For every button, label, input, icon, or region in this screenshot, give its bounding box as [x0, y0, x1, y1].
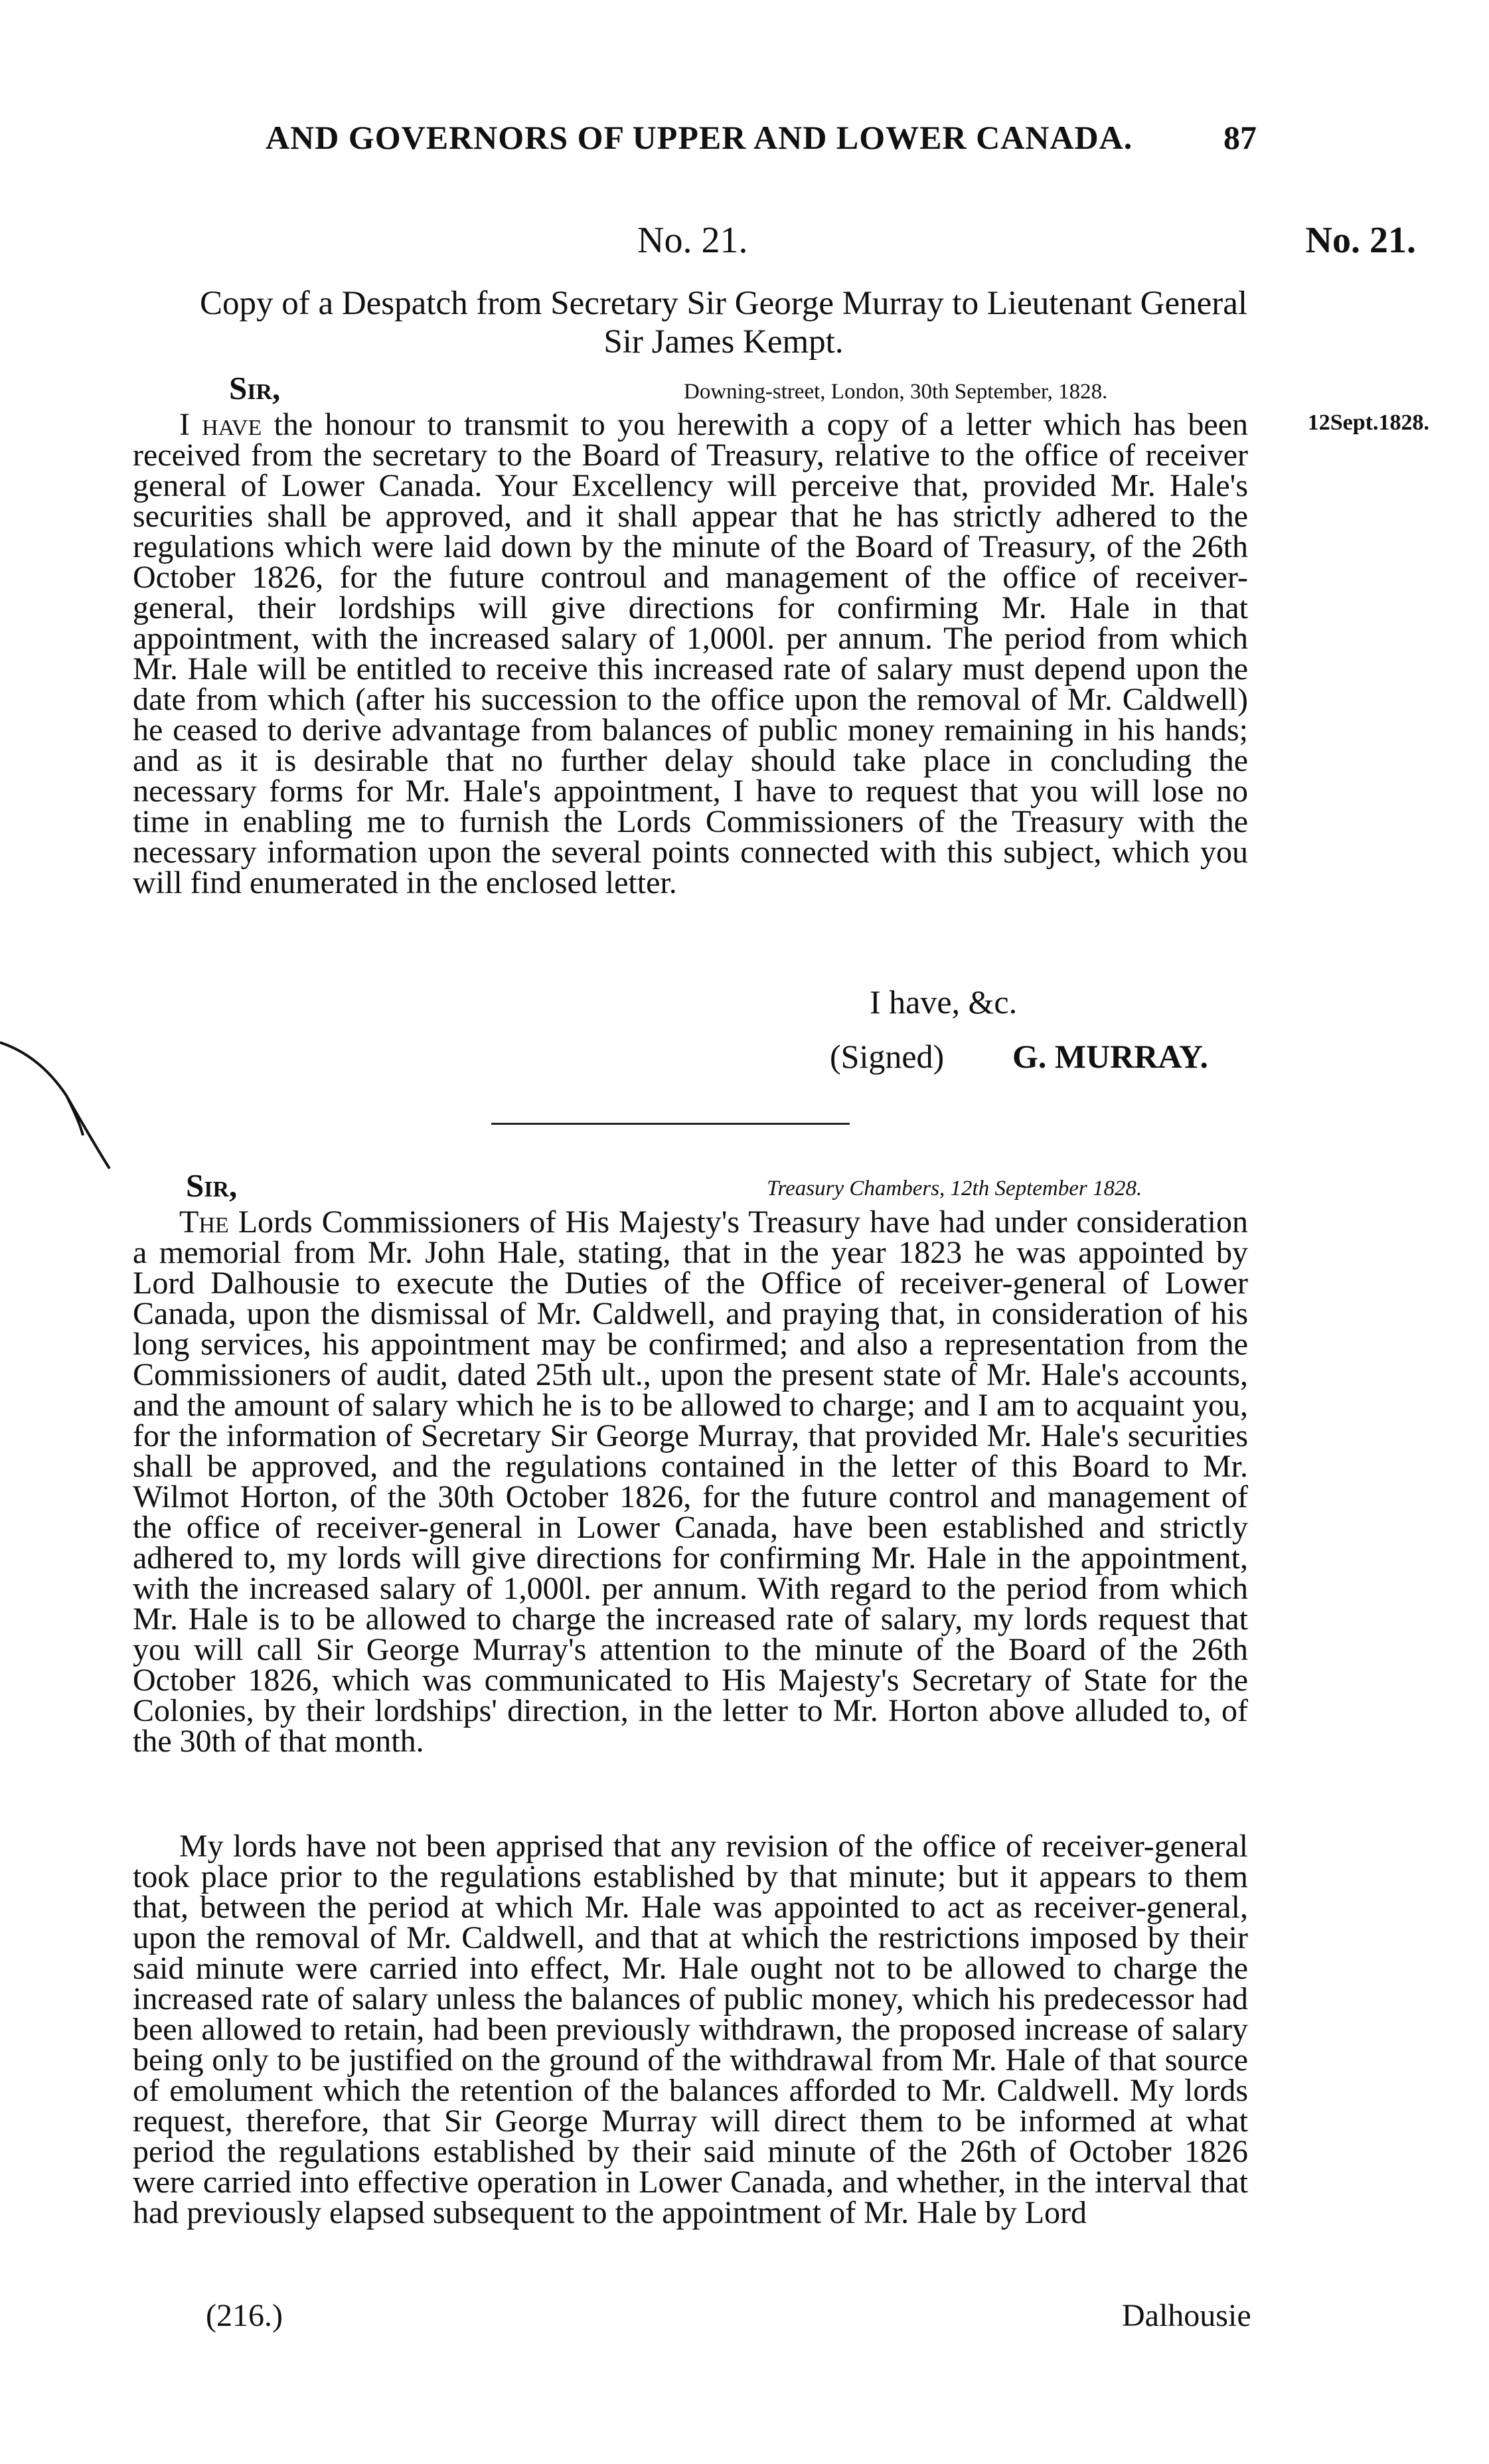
margin-despatch-number: No. 21. [1305, 220, 1416, 261]
title-line-2: Sir James Kempt. [603, 323, 844, 361]
letter2-paragraph-1 [133, 1204, 1249, 1759]
letter1-body [133, 407, 1249, 900]
margin-date: 12Sept.1828. [1307, 410, 1429, 435]
letter1-dateline: Downing-street, London, 30th September, 1828. [684, 380, 1108, 404]
running-head: AND GOVERNORS OF UPPER AND LOWER CANADA. [266, 119, 1133, 156]
despatch-title [133, 284, 1314, 361]
signed-label: (Signed) [830, 1038, 945, 1075]
letter2-opening: The [179, 1204, 229, 1240]
despatch-number: No. 21. [637, 220, 748, 261]
section-divider [491, 1123, 850, 1125]
letter1-closing: I have, &c. [870, 983, 1018, 1021]
letter2-dateline: Treasury Chambers, 12th September 1828. [767, 1177, 1142, 1200]
margin-pen-stroke [0, 1036, 126, 1195]
catchword: Dalhousie [1122, 2298, 1251, 2333]
letter1-salutation: Sir, [229, 370, 281, 406]
letter1-body-text: the honour to transmit to you herewith a copy of a letter which has been received from the secretary to the Board of Treasury, relative to the office of receiver general of Lower Canada. Your Excellency will perceive that, provided Mr. Hale's securities shall be approved, and it shall appear that he has strictly adhered to the regulations which were laid down by the minute of the Board of Treasury, of the 26th October 1826, for the future controul and management of the office of receiver-general, their lordships will give directions for confirming Mr. Hale in that appointment, with the increased salary of 1,000l. per annum. The period from which Mr. Hale will be entitled to receive this increased rate of salary must depend upon the date from which (after his succession to the office upon the removal of Mr. Caldwell) he ceased to derive advantage from balances of public money remaining in his hands; and as it is desirable that no further delay should take place in concluding the necessary forms for Mr. Hale's appointment, I have to request that you will lose no time in enabling me to furnish the Lords Commissioners of the Treasury with the necessary information upon the several points connected with this subject, which you will find enumerated in the enclosed letter. [133, 407, 1249, 900]
letter2-para2-text: My lords have not been apprised that any revision of the office of receiver-general took place prior to the regulations established by that minute; but it appears to them that, between the period at which Mr. Hale was appointed to act as receiver-general, upon the removal of Mr. Caldwell, and that at which the restrictions imposed by their said minute were carried into effect, Mr. Hale ought not to be allowed to charge the increased rate of salary unless the balances of public money, which his predecessor had been allowed to retain, had been previously withdrawn, the proposed increase of salary being only to be justified on the ground of the withdrawal from Mr. Hale of that source of emolument which the retention of the balances afforded to Mr. Caldwell. My lords request, therefore, that Sir George Murray will direct them to be informed at what period the regulations established by their said minute of the 26th of October 1826 were carried into effective operation in Lower Canada, and whether, in the interval that had previously elapsed subsequent to the appointment of Mr. Hale by Lord [133, 1829, 1248, 2230]
letter2-salutation: Sir, [186, 1167, 238, 1204]
title-line-1: Copy of a Despatch from Secretary Sir George Murray to Lieutenant General [199, 285, 1248, 322]
letter2-para1-text: Lords Commissioners of His Majesty's Treasury have had under consideration a memorial from Mr. John Hale, stating, that in the year 1823 he was appointed by Lord Dalhousie to execute the Duties of the Office of receiver-general of Lower Canada, upon the dismissal of Mr. Caldwell, and praying that, in consideration of his long services, his appointment may be confirmed; and also a representation from the Commissioners of audit, dated 25th ult., upon the present state of Mr. Hale's accounts, and the amount of salary which he is to be allowed to charge; and I am to acquaint you, for the information of Secretary Sir George Murray, that provided Mr. Hale's securities shall be approved, and the regulations contained in the letter of this Board to Mr. Wilmot Horton, of the 30th October 1826, for the future control and management of the office of receiver-general in Lower Canada, have been established and strictly adhered to, my lords will give directions for confirming Mr. Hale in the appointment, with the increased salary of 1,000l. per annum. With regard to the period from which Mr. Hale is to be allowed to charge the increased rate of salary, my lords request that you will call Sir George Murray's attention to the minute of the Board of the 26th October 1826, which was communicated to His Majesty's Secretary of State for the Colonies, by their lordships' direction, in the letter to Mr. Horton above alluded to, of the 30th of that month. [133, 1204, 1249, 1759]
signature: G. MURRAY. [1012, 1038, 1208, 1075]
page-number: 87 [1223, 119, 1257, 156]
letter2-paragraph-2 [133, 1831, 1248, 2228]
signature-mark: (216.) [206, 2298, 283, 2333]
letter1-opening: I have [179, 407, 262, 442]
